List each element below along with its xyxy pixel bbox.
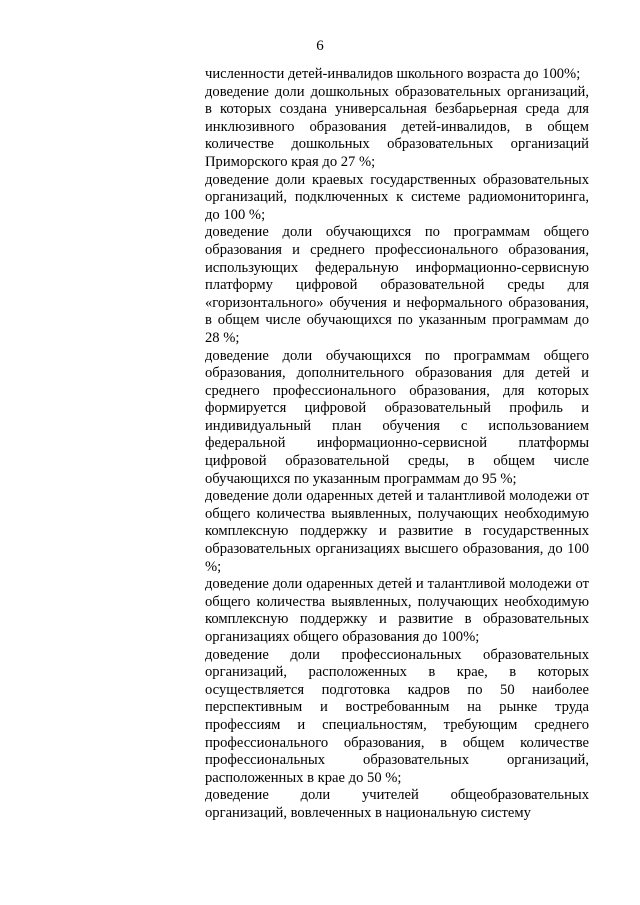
document-body: [205, 66, 589, 823]
page-number: 6: [316, 38, 324, 54]
paragraph-5: доведение доли обучающихся по программам общего образования, дополнительного образования для детей и среднего профессионального образования, для которых формируется цифровой образовательный профиль и индивидуальный план обучения с использованием федеральной информационно-сервисной платформы цифровой образовательной среды, в общем числе обучающихся по указанным программам до 95 %;: [205, 347, 589, 487]
paragraph-4: доведение доли обучающихся по программам общего образования и среднего профессионального образования, использующих федеральную информационно-сервисную платформу цифровой образовательной среды для «горизонтального» обучения и неформального образования, в общем числе обучающихся по указанным программам до 28 %;: [205, 224, 589, 346]
paragraph-3: доведение доли краевых государственных образовательных организаций, подключенных к системе радиомониторинга, до 100 %;: [205, 171, 589, 223]
paragraph-9: доведение доли учителей общеобразовательных организаций, вовлеченных в национальную систему: [205, 787, 589, 821]
paragraph-6: доведение доли одаренных детей и талантливой молодежи от общего количества выявленных, получающих необходимую комплексную поддержку и развитие в государственных образовательных организациях высшего образования, до 100 %;: [205, 488, 589, 575]
paragraph-8: доведение доли профессиональных образовательных организаций, расположенных в крае, в которых осуществляется подготовка кадров по 50 наиболее перспективным и востребованным на рынке труда профессиям и специальностям, требующим среднего профессионального образования, в общем количестве профессиональных образовательных организаций, расположенных в крае до 50 %;: [205, 646, 589, 786]
paragraph-2: доведение доли дошкольных образовательных организаций, в которых создана универсальная безбарьерная среда для инклюзивного образования детей-инвалидов, в общем количестве дошкольных образовательных организаций Приморского края до 27 %;: [205, 83, 589, 170]
paragraph-1: численности детей-инвалидов школьного возраста до 100%;: [205, 66, 581, 82]
paragraph-7: доведение доли одаренных детей и талантливой молодежи от общего количества выявленных, получающих необходимую комплексную поддержку и развитие в образовательных организациях общего образования до 100%;: [205, 576, 589, 645]
